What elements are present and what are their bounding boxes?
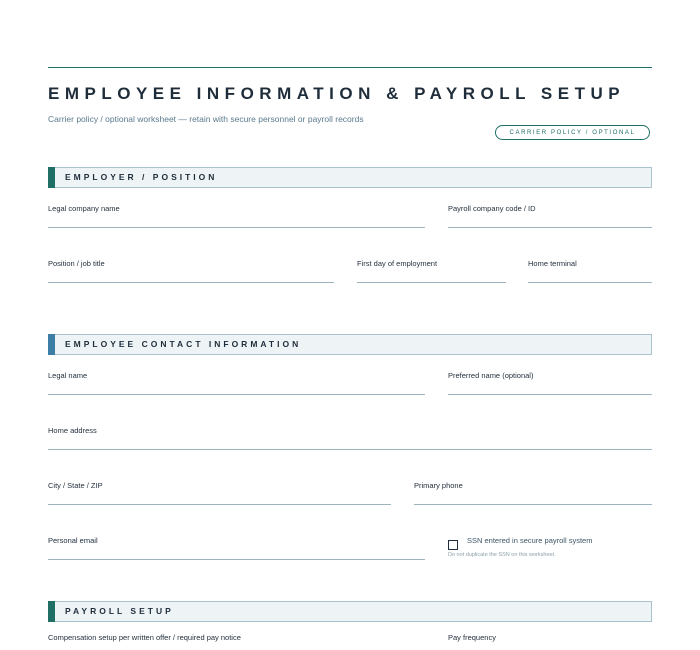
preferred-name-field[interactable] <box>448 394 652 395</box>
payroll-company-code-label: Payroll company code / ID <box>448 204 536 213</box>
legal-name-field[interactable] <box>48 394 425 395</box>
compensation-setup-label: Compensation setup per written offer / required pay notice <box>48 633 241 642</box>
ssn-checkbox-label: SSN entered in secure payroll system <box>467 536 593 545</box>
position-job-title-field[interactable] <box>48 282 334 283</box>
payroll-company-code-field[interactable] <box>448 227 652 228</box>
home-address-field[interactable] <box>48 449 652 450</box>
first-day-field[interactable] <box>357 282 506 283</box>
header-rule <box>48 67 652 68</box>
section-accent-bar <box>48 601 55 622</box>
section-title: PAYROLL SETUP <box>65 606 174 616</box>
legal-company-name-label: Legal company name <box>48 204 120 213</box>
legal-company-name-field[interactable] <box>48 227 425 228</box>
position-job-title-label: Position / job title <box>48 259 105 268</box>
home-terminal-field[interactable] <box>528 282 652 283</box>
section-title: EMPLOYEE CONTACT INFORMATION <box>65 339 302 349</box>
section-accent-bar <box>48 334 55 355</box>
city-state-zip-field[interactable] <box>48 504 391 505</box>
city-state-zip-label: City / State / ZIP <box>48 481 103 490</box>
primary-phone-field[interactable] <box>414 504 652 505</box>
ssn-entered-checkbox[interactable] <box>448 540 458 550</box>
personal-email-label: Personal email <box>48 536 98 545</box>
section-payroll-setup <box>48 601 652 622</box>
page-subtitle: Carrier policy / optional worksheet — retain with secure personnel or payroll records <box>48 114 364 124</box>
policy-badge: CARRIER POLICY / OPTIONAL <box>495 125 650 140</box>
home-terminal-label: Home terminal <box>528 259 577 268</box>
section-accent-bar <box>48 167 55 188</box>
personal-email-field[interactable] <box>48 559 425 560</box>
section-employer-position <box>48 167 652 188</box>
first-day-label: First day of employment <box>357 259 438 268</box>
preferred-name-label: Preferred name (optional) <box>448 371 534 380</box>
page-title: EMPLOYEE INFORMATION & PAYROLL SETUP <box>48 84 626 103</box>
section-employee-contact <box>48 334 652 355</box>
pay-frequency-label: Pay frequency <box>448 633 496 642</box>
section-title: EMPLOYER / POSITION <box>65 172 218 182</box>
home-address-label: Home address <box>48 426 97 435</box>
legal-name-label: Legal name <box>48 371 88 380</box>
primary-phone-label: Primary phone <box>414 481 463 490</box>
ssn-note: Do not duplicate the SSN on this worksheet. <box>448 552 556 558</box>
